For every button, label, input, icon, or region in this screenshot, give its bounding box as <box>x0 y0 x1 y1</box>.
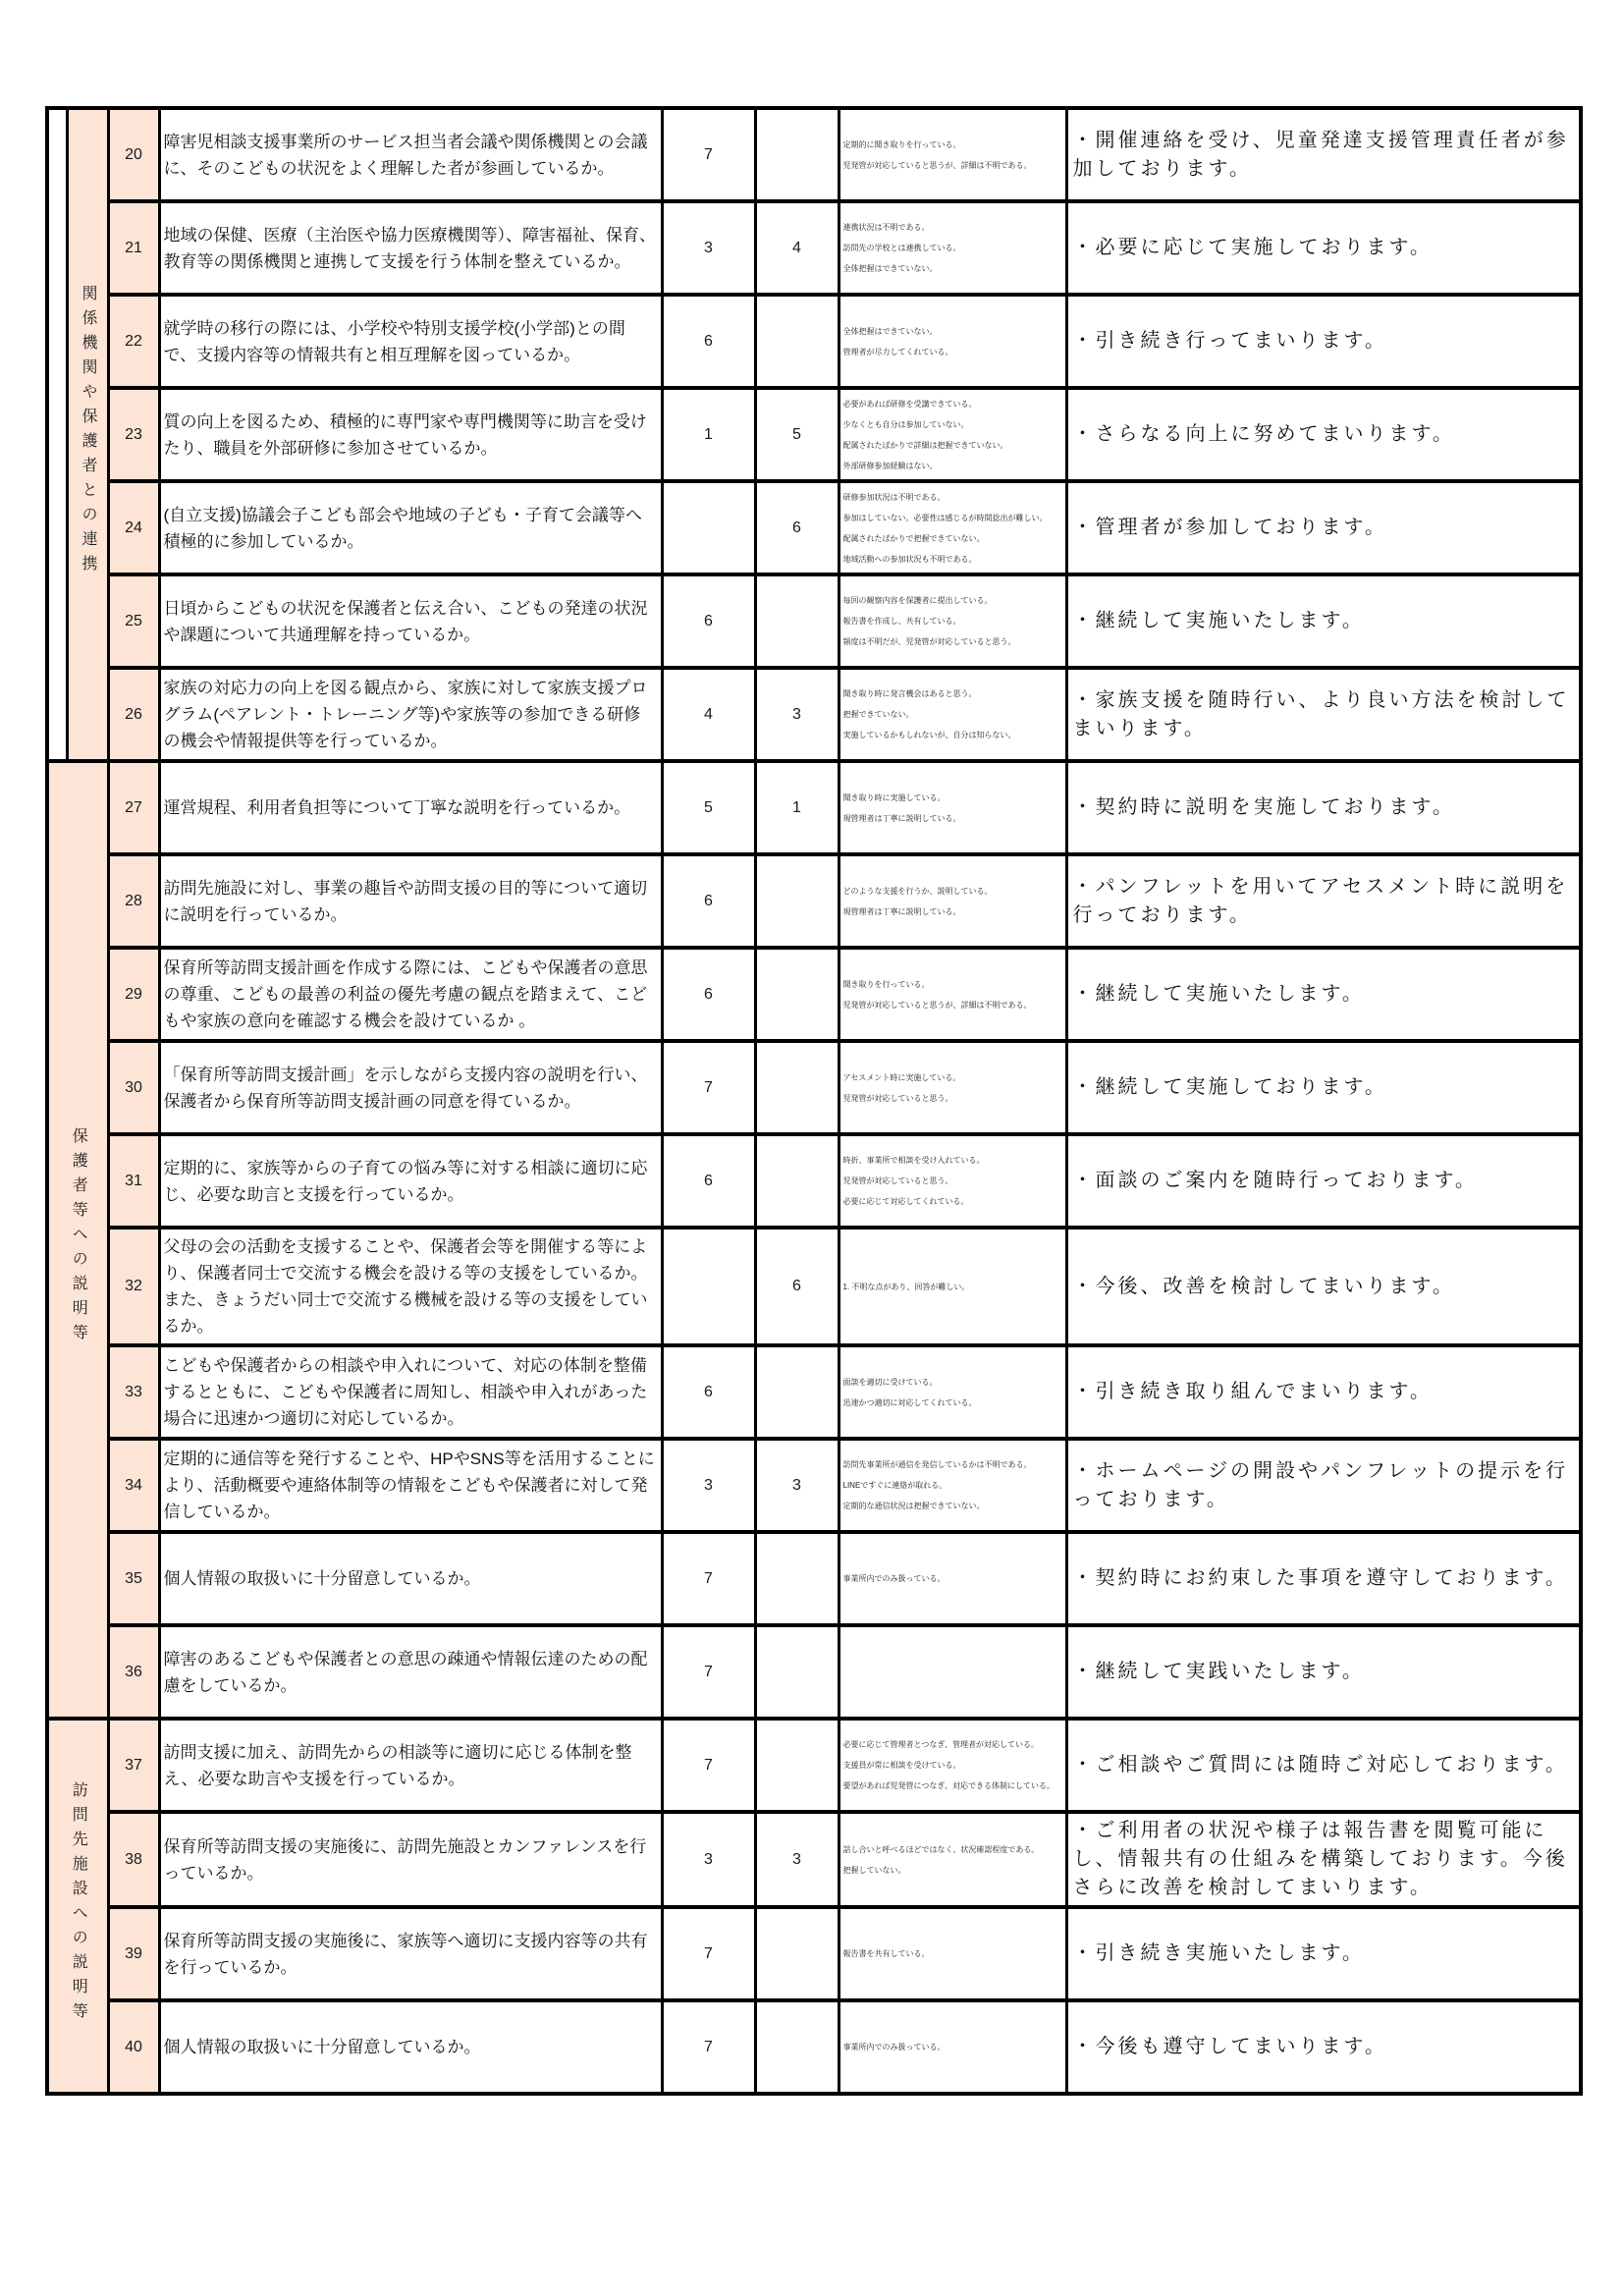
score-2-cell <box>755 1532 839 1625</box>
question-cell <box>159 201 662 295</box>
item-number-cell: 23 <box>108 388 159 481</box>
business-response-cell <box>1066 1907 1581 2000</box>
response-text: ・継続して実施しております。 <box>1072 1076 1387 1098</box>
comment-line: 報告書を共有している。 <box>842 1949 930 1958</box>
comment-line: 児発管が対応していると思うが、詳細は不明である。 <box>842 1000 1032 1010</box>
table-body <box>47 108 1581 2094</box>
question-cell <box>159 854 662 948</box>
comment-line: 児発管が対応していると思う。 <box>842 1093 953 1103</box>
score-1-cell: 7 <box>662 1625 755 1719</box>
business-response-cell <box>1066 388 1581 481</box>
table-row <box>47 2000 1581 2094</box>
table-row <box>47 1812 1581 1907</box>
business-response-cell <box>1066 761 1581 854</box>
question-cell <box>159 108 662 201</box>
comment-line: 支援員が常に相談を受けている。 <box>842 1761 961 1770</box>
question-text: 質の向上を図るため、積極的に専門家や専門機関等に助言を受けたり、職員を外部研修に参加させているか。 <box>163 411 647 458</box>
comment-line: 全体把握はできていない。 <box>842 264 938 273</box>
question-cell <box>159 668 662 761</box>
comment-line: 1. 不明な点があり、回答が難しい。 <box>842 1282 970 1291</box>
question-text: 日頃からこどもの状況を保護者と伝え合い、こどもの発達の状況や課題について共通理解を持っているか。 <box>163 598 648 644</box>
question-text: 家族の対応力の向上を図る観点から、家族に対して家族支援プログラム(ペアレント・トレーニング等)や家族等の参加できる研修の機会や情報提供等を行っているか。 <box>163 679 648 750</box>
question-text: 地域の保健、医療（主治医や協力医療機関等）、障害福祉、保育、教育等の関係機関と連携して支援を行う体制を整えているか。 <box>163 225 656 271</box>
table-row <box>47 948 1581 1041</box>
business-response-cell <box>1066 574 1581 668</box>
question-cell <box>159 574 662 668</box>
item-number-cell: 37 <box>108 1719 159 1812</box>
response-text: ・さらなる向上に努めてまいります。 <box>1072 423 1455 445</box>
staff-comments-cell <box>839 201 1066 295</box>
response-text: ・引き続き実施いたします。 <box>1072 1942 1365 1964</box>
comment-line: 外部研修参加経験はない。 <box>842 461 938 470</box>
score-2-cell: 6 <box>755 1228 839 1345</box>
category-cell <box>67 108 108 761</box>
table-row <box>47 1719 1581 1812</box>
comment-line: 報告書を作成し、共有している。 <box>842 617 961 626</box>
score-2-cell <box>755 854 839 948</box>
response-text: ・引き続き取り組んでまいります。 <box>1072 1381 1433 1402</box>
comment-line: 必要があれば研修を受講できている。 <box>842 399 977 409</box>
comment-line: 児発管が対応していると思うが、詳細は不明である。 <box>842 160 1032 170</box>
table-row <box>47 388 1581 481</box>
question-text: 保育所等訪問支援の実施後に、訪問先施設とカンファレンスを行っているか。 <box>163 1836 647 1883</box>
comment-line: 実施しているかもしれないが、自分は知らない。 <box>842 731 1016 739</box>
business-response-cell <box>1066 1345 1581 1439</box>
question-text: (自立支援)協議会子こども部会や地域の子ども・子育て会議等へ積極的に参加しているか。 <box>163 505 642 551</box>
evaluation-table <box>45 106 1583 2096</box>
business-response-cell <box>1066 1719 1581 1812</box>
item-number-cell: 30 <box>108 1041 159 1134</box>
business-response-cell <box>1066 668 1581 761</box>
table-row <box>47 1625 1581 1719</box>
score-2-cell <box>755 948 839 1041</box>
staff-comments-cell <box>839 668 1066 761</box>
score-1-cell: 1 <box>662 388 755 481</box>
score-1-cell: 4 <box>662 668 755 761</box>
score-1-cell: 7 <box>662 1041 755 1134</box>
comment-line: 聞き取りを行っている。 <box>842 979 930 989</box>
table-row <box>47 1907 1581 2000</box>
comment-line: 定期的な通信状況は把握できていない。 <box>842 1502 985 1510</box>
score-1-cell: 6 <box>662 1134 755 1228</box>
score-2-cell: 6 <box>755 481 839 574</box>
response-text: ・引き続き行ってまいります。 <box>1072 330 1387 352</box>
score-2-cell: 3 <box>755 1812 839 1907</box>
score-1-cell: 7 <box>662 108 755 201</box>
item-number-cell: 20 <box>108 108 159 201</box>
question-cell <box>159 295 662 388</box>
score-1-cell: 6 <box>662 854 755 948</box>
item-number-cell: 28 <box>108 854 159 948</box>
item-number-cell: 39 <box>108 1907 159 2000</box>
staff-comments-cell <box>839 1439 1066 1532</box>
table-row <box>47 1345 1581 1439</box>
response-text: ・契約時にお約束した事項を遵守しております。 <box>1072 1567 1568 1589</box>
score-2-cell <box>755 108 839 201</box>
comment-line: 要望があれば児発管につなぎ、対応できる体制にしている。 <box>842 1781 1056 1790</box>
score-1-cell: 3 <box>662 1439 755 1532</box>
score-2-cell <box>755 295 839 388</box>
question-text: こどもや保護者からの相談や申入れについて、対応の体制を整備するとともに、こどもや保護者に周知し、相談や申入れがあった場合に迅速かつ適切に対応しているか。 <box>163 1356 648 1428</box>
comment-line: 参加はしていない。必要性は感じるが時間捻出が難しい。 <box>842 513 1048 522</box>
comment-line: 現管理者は丁寧に説明している。 <box>842 906 961 916</box>
score-1-cell <box>662 1228 755 1345</box>
business-response-cell <box>1066 481 1581 574</box>
item-number-cell: 21 <box>108 201 159 295</box>
question-text: 保育所等訪問支援計画を作成する際には、こどもや保護者の意思の尊重、こどもの最善の利益の優先考慮の観点を踏まえて、こどもや家族の意向を確認する機会を設けているか 。 <box>163 958 648 1030</box>
question-cell <box>159 481 662 574</box>
question-text: 個人情報の取扱いに十分留意しているか。 <box>163 2038 481 2056</box>
comment-line: LINEですぐに連絡が取れる。 <box>842 1481 947 1490</box>
business-response-cell <box>1066 1041 1581 1134</box>
table-row <box>47 1134 1581 1228</box>
question-cell <box>159 1625 662 1719</box>
score-2-cell: 4 <box>755 201 839 295</box>
staff-comments-cell <box>839 1345 1066 1439</box>
item-number-cell: 33 <box>108 1345 159 1439</box>
question-text: 父母の会の活動を支援することや、保護者会等を開催する等により、保護者同士で交流する機会を設ける等の支援をしているか。また、きょうだい同士で交流する機械を設ける等の支援をしているか。 <box>163 1237 648 1336</box>
business-response-cell <box>1066 1812 1581 1907</box>
staff-comments-cell <box>839 295 1066 388</box>
response-text: ・必要に応じて実施しております。 <box>1072 237 1433 258</box>
business-response-cell <box>1066 1532 1581 1625</box>
comment-line: 必要に応じて対応してくれている。 <box>842 1197 969 1206</box>
comment-line: 時折、事業所で相談を受け入れている。 <box>842 1156 985 1165</box>
item-number-cell: 32 <box>108 1228 159 1345</box>
item-number-cell: 22 <box>108 295 159 388</box>
table-row <box>47 668 1581 761</box>
response-text: ・継続して実践いたします。 <box>1072 1661 1365 1682</box>
question-text: 定期的に通信等を発行することや、HPやSNS等を活用することにより、活動概要や連絡体制等の情報をこどもや保護者に対して発信しているか。 <box>163 1449 655 1521</box>
table-row <box>47 1439 1581 1532</box>
staff-comments-cell <box>839 574 1066 668</box>
business-response-cell <box>1066 1625 1581 1719</box>
comment-line: 児発管が対応していると思う。 <box>842 1176 953 1185</box>
comment-line: 頻度は不明だが、児発管が対応していると思う。 <box>842 637 1016 646</box>
question-cell <box>159 1345 662 1439</box>
score-1-cell: 7 <box>662 2000 755 2094</box>
score-2-cell: 3 <box>755 668 839 761</box>
question-text: 訪問先施設に対し、事業の趣旨や訪問支援の目的等について適切に説明を行っているか。 <box>163 878 648 924</box>
table-row <box>47 1041 1581 1134</box>
comment-line: 配属されたばかりで把握できていない。 <box>842 533 985 543</box>
item-number-cell: 26 <box>108 668 159 761</box>
comment-line: 迅速かつ適切に対応してくれている。 <box>842 1397 977 1407</box>
question-text: 運営規程、利用者負担等について丁寧な説明を行っているか。 <box>163 798 631 817</box>
response-text: ・ホームページの開設やパンフレットの提示を行っております。 <box>1072 1459 1569 1510</box>
score-1-cell: 7 <box>662 1719 755 1812</box>
question-cell <box>159 948 662 1041</box>
business-response-cell <box>1066 1228 1581 1345</box>
comment-line: 定期的に聞き取りを行っている。 <box>842 139 961 149</box>
staff-comments-cell <box>839 108 1066 201</box>
comment-line: 訪問先の学校とは連携している。 <box>842 244 961 252</box>
comment-line: アセスメント時に実施している。 <box>842 1072 961 1082</box>
business-response-cell <box>1066 948 1581 1041</box>
score-2-cell: 5 <box>755 388 839 481</box>
staff-comments-cell <box>839 2000 1066 2094</box>
response-text: ・ご利用者の状況や様子は報告書を閲覧可能にし、情報共有の仕組みを構築しております。今後さらに改善を検討してまいります。 <box>1072 1820 1568 1898</box>
question-cell <box>159 1532 662 1625</box>
response-text: ・継続して実施いたします。 <box>1072 610 1365 631</box>
staff-comments-cell <box>839 481 1066 574</box>
question-text: 訪問支援に加え、訪問先からの相談等に適切に応じる体制を整え、必要な助言や支援を行っているか。 <box>163 1742 632 1788</box>
item-number-cell: 27 <box>108 761 159 854</box>
score-2-cell <box>755 1134 839 1228</box>
category-label: 保護者等への説明等 <box>70 1126 87 1348</box>
response-text: ・管理者が参加しております。 <box>1072 517 1387 538</box>
comment-line: 聞き取り時に実施している。 <box>842 793 946 802</box>
question-text: 定期的に、家族等からの子育ての悩み等に対する相談に適切に応じ、必要な助言と支援を行っているか。 <box>163 1158 648 1204</box>
item-number-cell: 25 <box>108 574 159 668</box>
comment-line: 把握していない。 <box>842 1865 906 1875</box>
question-cell <box>159 1228 662 1345</box>
table-row <box>47 1532 1581 1625</box>
business-response-cell <box>1066 1134 1581 1228</box>
item-number-cell: 38 <box>108 1812 159 1907</box>
comment-line: 必要に応じて管理者とつなぎ、管理者が対応している。 <box>842 1740 1040 1749</box>
score-1-cell: 6 <box>662 295 755 388</box>
score-1-cell: 6 <box>662 574 755 668</box>
score-1-cell: 7 <box>662 1532 755 1625</box>
item-number-cell: 36 <box>108 1625 159 1719</box>
staff-comments-cell <box>839 1812 1066 1907</box>
score-1-cell: 5 <box>662 761 755 854</box>
item-number-cell: 29 <box>108 948 159 1041</box>
question-text: 個人情報の取扱いに十分留意しているか。 <box>163 1569 481 1588</box>
comment-line: 研修参加状況は不明である。 <box>842 492 946 502</box>
business-response-cell <box>1066 201 1581 295</box>
staff-comments-cell <box>839 1041 1066 1134</box>
staff-comments-cell <box>839 1719 1066 1812</box>
response-text: ・開催連絡を受け、児童発達支援管理責任者が参加しております。 <box>1072 129 1569 180</box>
response-text: ・面談のご案内を随時行っております。 <box>1072 1170 1478 1191</box>
comment-line: 事業所内でのみ扱っている。 <box>842 1574 946 1583</box>
comment-line: 管理者が尽力してくれている。 <box>842 347 953 356</box>
comment-line: 少なくとも自分は参加していない。 <box>842 419 969 429</box>
score-2-cell <box>755 2000 839 2094</box>
table-row <box>47 574 1581 668</box>
question-cell <box>159 1439 662 1532</box>
staff-comments-cell <box>839 948 1066 1041</box>
question-text: 「保育所等訪問支援計画」を示しながら支援内容の説明を行い、保護者から保育所等訪問支援計画の同意を得ているか。 <box>163 1065 648 1111</box>
question-text: 就学時の移行の際には、小学校や特別支援学校(小学部)との間で、支援内容等の情報共有と相互理解を図っているか。 <box>163 318 625 364</box>
score-2-cell <box>755 1041 839 1134</box>
business-response-cell <box>1066 2000 1581 2094</box>
business-response-cell <box>1066 854 1581 948</box>
comment-line: 面談を適切に受けている。 <box>842 1377 938 1387</box>
item-number-cell: 24 <box>108 481 159 574</box>
business-response-cell <box>1066 108 1581 201</box>
staff-comments-cell <box>839 1532 1066 1625</box>
response-text: ・契約時に説明を実施しております。 <box>1072 796 1455 818</box>
score-2-cell <box>755 1907 839 2000</box>
score-2-cell <box>755 574 839 668</box>
category-cell <box>47 761 108 1719</box>
score-2-cell <box>755 1345 839 1439</box>
staff-comments-cell <box>839 1625 1066 1719</box>
response-text: ・家族支援を随時行い、より良い方法を検討してまいります。 <box>1072 688 1570 739</box>
score-1-cell: 7 <box>662 1907 755 2000</box>
comment-line: 現管理者は丁寧に説明している。 <box>842 813 961 823</box>
item-number-cell: 35 <box>108 1532 159 1625</box>
comment-line: 全体把握はできていない。 <box>842 326 938 336</box>
category-cell <box>47 1719 108 2094</box>
score-1-cell: 3 <box>662 1812 755 1907</box>
comment-line: 配属されたばかりで詳細は把握できていない。 <box>842 440 1008 450</box>
staff-comments-cell <box>839 854 1066 948</box>
score-1-cell: 6 <box>662 948 755 1041</box>
item-number-cell: 34 <box>108 1439 159 1532</box>
score-2-cell <box>755 1719 839 1812</box>
comment-line: 把握できていない。 <box>842 710 914 719</box>
question-text: 障害のあるこどもや保護者との意思の疎通や情報伝達のための配慮をしているか。 <box>163 1649 648 1695</box>
table-row <box>47 854 1581 948</box>
table-row <box>47 1228 1581 1345</box>
response-text: ・パンフレットを用いてアセスメント時に説明を行っております。 <box>1072 875 1569 926</box>
table-row <box>47 761 1581 854</box>
staff-comments-cell <box>839 1228 1066 1345</box>
response-text: ・ご相談やご質問には随時ご対応しております。 <box>1072 1754 1568 1776</box>
question-cell <box>159 1907 662 2000</box>
question-cell <box>159 1719 662 1812</box>
comment-line: 毎回の観察内容を保護者に提出している。 <box>842 596 993 605</box>
business-response-cell <box>1066 295 1581 388</box>
comment-line: 聞き取り時に発言機会はあると思う。 <box>842 689 977 698</box>
category-label: 訪問先施設への説明等 <box>70 1780 87 2027</box>
question-cell <box>159 761 662 854</box>
question-cell <box>159 1134 662 1228</box>
staff-comments-cell <box>839 761 1066 854</box>
table-row <box>47 201 1581 295</box>
question-cell <box>159 1041 662 1134</box>
comment-line: 連携状況は不明である。 <box>842 223 930 232</box>
question-cell <box>159 2000 662 2094</box>
table-row <box>47 295 1581 388</box>
staff-comments-cell <box>839 388 1066 481</box>
question-cell <box>159 1812 662 1907</box>
score-2-cell: 1 <box>755 761 839 854</box>
score-1-cell: 3 <box>662 201 755 295</box>
item-number-cell: 40 <box>108 2000 159 2094</box>
score-2-cell <box>755 1625 839 1719</box>
comment-line: 事業所内でのみ扱っている。 <box>842 2043 946 2051</box>
score-1-cell <box>662 481 755 574</box>
table-row <box>47 108 1581 201</box>
staff-comments-cell <box>839 1907 1066 2000</box>
score-2-cell: 3 <box>755 1439 839 1532</box>
score-1-cell: 6 <box>662 1345 755 1439</box>
item-number-cell: 31 <box>108 1134 159 1228</box>
response-text: ・今後、改善を検討してまいります。 <box>1072 1275 1455 1297</box>
response-text: ・継続して実施いたします。 <box>1072 983 1365 1005</box>
business-response-cell <box>1066 1439 1581 1532</box>
comment-line: どのような支援を行うか、説明している。 <box>842 886 993 896</box>
label-spacer-cell <box>47 108 67 761</box>
comment-line: 地域活動への参加状況も不明である。 <box>842 554 977 564</box>
response-text: ・今後も遵守してまいります。 <box>1072 2036 1387 2057</box>
question-text: 障害児相談支援事業所のサービス担当者会議や関係機関との会議に、そのこどもの状況をよく理解した者が参画しているか。 <box>163 132 648 178</box>
question-cell <box>159 388 662 481</box>
category-label: 関係機関や保護者との連携 <box>80 285 96 579</box>
table-row <box>47 481 1581 574</box>
comment-line: 話し合いと呼べるほどではなく、状況確認程度である。 <box>842 1844 1040 1854</box>
comment-line: 訪問先事業所が通信を発信しているかは不明である。 <box>842 1460 1032 1469</box>
staff-comments-cell <box>839 1134 1066 1228</box>
question-text: 保育所等訪問支援の実施後に、家族等へ適切に支援内容等の共有を行っているか。 <box>163 1931 648 1977</box>
